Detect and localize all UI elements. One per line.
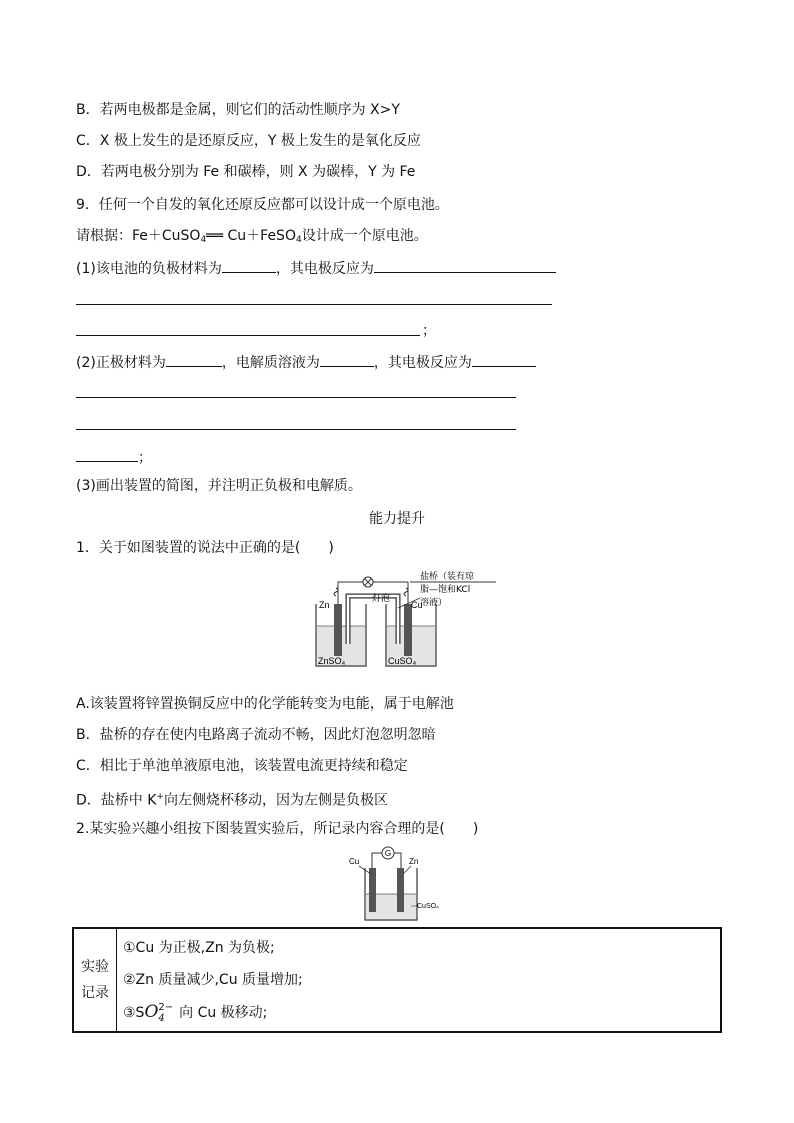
svg-text:脂—饱和KCl: 脂—饱和KCl <box>420 585 471 595</box>
zn-electrode <box>334 604 342 656</box>
q1-option-c: C．相比于单池单液原电池，该装置电流更持续和稳定 <box>76 758 408 774</box>
answer-line[interactable] <box>76 397 516 398</box>
record-item-3: ③SO 2− 4 向 Cu 极移动; <box>123 1002 268 1024</box>
cu-electrode <box>404 604 412 656</box>
record-header: 实验 记录 <box>73 928 117 1032</box>
svg-text:CuSO₄: CuSO₄ <box>417 903 439 910</box>
q2-stem: 2.某实验兴趣小组按下图装置实验后，所记录内容合理的是( ) <box>76 821 479 837</box>
zn-electrode <box>397 868 404 912</box>
record-item-2: ②Zn 质量减少,Cu 质量增加; <box>123 972 303 988</box>
answer-line[interactable] <box>76 304 552 305</box>
answer-line[interactable] <box>76 447 138 462</box>
q1-option-d: D．盐桥中 K+向左侧烧杯移动，因为左侧是负极区 <box>76 792 388 809</box>
option-8b: B．若两电极都是金属，则它们的活动性顺序为 X>Y <box>76 102 400 118</box>
q9-part2: (2)正极材料为 ，电解质溶液为 ，其电极反应为 <box>76 352 536 372</box>
q9-prompt: 请根据：Fe＋CuSO$_4$══ Cu＋FeSO$_4$设计成一个原电池。 <box>76 228 428 245</box>
option-8d: D．若两电极分别为 Fe 和碳棒，则 X 为碳棒，Y 为 Fe <box>76 164 416 180</box>
record-item-1: ①Cu 为正极,Zn 为负极; <box>123 940 275 956</box>
salt-bridge-cell-figure <box>310 568 510 672</box>
answer-line[interactable] <box>76 335 420 336</box>
experiment-record-table <box>72 927 722 1033</box>
answer-line[interactable] <box>76 429 516 430</box>
blank-cathode-reaction[interactable] <box>472 352 536 367</box>
section-title: 能力提升 <box>369 511 425 527</box>
q1-option-b: B．盐桥的存在使内电路离子流动不畅，因此灯泡忽明忽暗 <box>76 727 436 743</box>
svg-text:ZnSO₄: ZnSO₄ <box>318 656 346 666</box>
q9-part3: (3)画出装置的简图，并注明正负极和电解质。 <box>76 478 362 494</box>
q1-option-a: A.该装置将锌置换铜反应中的化学能转变为电能，属于电解池 <box>76 696 454 712</box>
svg-text:Cu: Cu <box>411 600 423 610</box>
galvanic-cell-figure <box>345 844 445 926</box>
bulb-label: 灯泡 <box>372 594 391 604</box>
q9-stem: 9．任何一个自发的氧化还原反应都可以设计成一个原电池。 <box>76 197 449 213</box>
svg-text:溶液）: 溶液） <box>420 598 448 608</box>
svg-text:CuSO₄: CuSO₄ <box>388 656 417 666</box>
blank-anode-reaction[interactable] <box>374 258 556 273</box>
q9-part1: (1)该电池的负极材料为 ，其电极反应为 <box>76 258 556 278</box>
semicolon: ； <box>422 323 436 339</box>
q9-last-blank: ； <box>76 447 152 467</box>
q1-stem: 1．关于如图装置的说法中正确的是( ) <box>76 540 334 556</box>
svg-text:盐桥（装有琼: 盐桥（装有琼 <box>420 572 475 582</box>
svg-text:G: G <box>384 849 392 858</box>
blank-cathode-material[interactable] <box>166 352 222 367</box>
record-content <box>117 928 722 1032</box>
svg-text:Zn: Zn <box>319 600 330 610</box>
svg-text:Cu: Cu <box>349 857 360 866</box>
blank-anode-material[interactable] <box>222 258 276 273</box>
option-8c: C．X 极上发生的是还原反应，Y 极上发生的是氧化反应 <box>76 133 421 149</box>
cu-electrode <box>369 868 376 912</box>
svg-text:Zn: Zn <box>409 857 419 866</box>
blank-electrolyte[interactable] <box>320 352 374 367</box>
